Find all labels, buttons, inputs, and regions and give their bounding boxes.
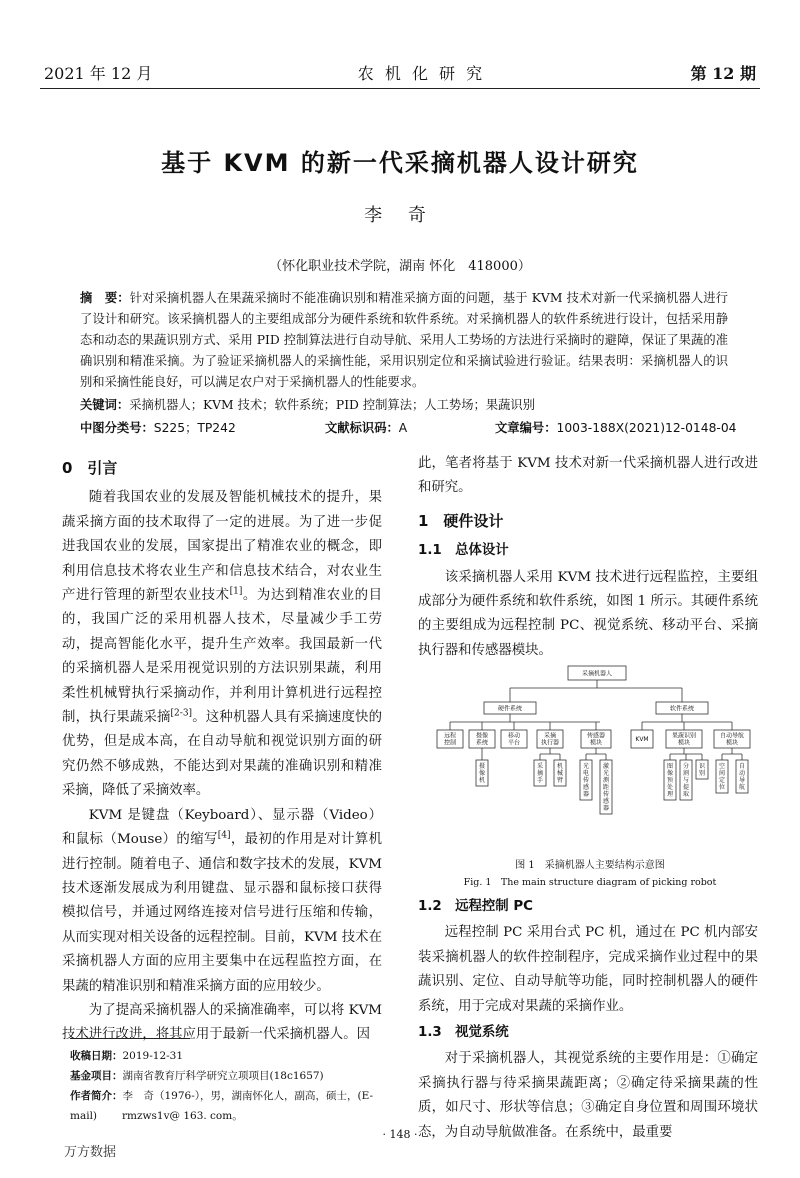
footnote-received <box>70 1046 400 1066</box>
leaf-nav-1-char: 导 <box>738 777 746 784</box>
hw-node-2-label: 平台 <box>507 739 521 747</box>
section-1-heading: 1 硬件设计 <box>418 511 504 530</box>
affiliation: （怀化职业技术学院，湖南 怀化 418000） <box>269 259 531 274</box>
leaf-sensor-1-char: 传 <box>602 791 610 798</box>
leaf-picker-0-char: 采 <box>536 763 544 770</box>
fund-text: 湖南省教育厅科学研究立项项目(18c1657) <box>122 1070 324 1082</box>
keywords <box>80 395 535 413</box>
leaf-sensor-1-char: 激 <box>602 763 610 770</box>
sw-node-2-label: 模块 <box>725 739 739 747</box>
doc-code-label: 文献标识码： <box>325 421 399 435</box>
leaf-nav-1-char: 自 <box>738 763 746 770</box>
keywords-label: 关键词： <box>80 398 130 412</box>
leaf-recog-0-char: 图 <box>666 763 674 770</box>
continued-paragraph: 此，笔者将基于 KVM 技术对新一代采摘机器人进行改进和研究。 <box>418 456 758 496</box>
intro-paragraph-2 <box>62 804 382 999</box>
author-name: 李 奇 <box>364 205 436 226</box>
leaf-camera-char: 机 <box>478 777 486 784</box>
section-1-2-text: 远程控制 PC 采用台式 PC 机，通过在 PC 机内部安装采摘机器人的软件控制程序，完成采摘作业过程中的果蔬识别、定位、自动导航等功能，同时控制机器人的硬件系统，用于完成对果蔬的采摘作业。 <box>418 925 758 1014</box>
section-1-3-heading: 1.3 视觉系统 <box>418 1025 509 1041</box>
figure-caption-en: Fig. 1 The main structure diagram of picking robot <box>463 877 717 888</box>
abstract <box>80 288 728 393</box>
hw-node-4-label: 传感器 <box>586 732 606 740</box>
header-journal: 农 机 化 研 究 <box>357 63 486 83</box>
software-children <box>631 722 750 748</box>
hw-node-3-label: 采摘 <box>543 732 557 740</box>
section-1-2-heading: 1.2 远程控制 PC <box>418 899 533 914</box>
hardware-children <box>437 722 611 748</box>
paper-title: 基于 KVM 的新一代采摘机器人设计研究 <box>161 149 639 177</box>
watermark: 万方数据 <box>64 1145 117 1160</box>
p1-part-c: 。这种机器人具有采摘速度快的优势，但是成本高，在自动导航和视觉识别方面的研究仍然不够成熟，不能达到对果蔬的准确识别和精准采摘，降低了采摘效率。 <box>62 710 383 799</box>
footnote-email: rmzws1v@ 163. com。 <box>122 1110 243 1122</box>
figure-1-diagram <box>420 658 760 843</box>
p1-part-b: 。为达到精准农业的目的，我国广泛的采用机器人技术，尽量减少手工劳动，提高智能化水平，提升生产效率。我国最新一代的采摘机器人是采用视觉识别的方法识别果蔬，利用柔性机械臂执行采摘动作，并利用计算机进行远程控制，执行果蔬采摘 <box>62 588 383 726</box>
left-column <box>62 452 382 1048</box>
p1-part-a: 随着我国农业的发展及智能机械技术的提升，果蔬采摘方面的技术取得了一定的进展。为了进一步促进我国农业的发展，国家提出了精准农业的概念，即利用信息技术将农业生产和信息技术结合，对农业生产进行管理的新型农业技术 <box>62 490 382 604</box>
leaf-sensor-1-char: 距 <box>602 784 610 791</box>
intro-paragraph-1 <box>62 486 382 803</box>
leaf-recog-0-char: 处 <box>666 784 674 791</box>
leaf-nav-1-char: 动 <box>738 770 746 777</box>
leaf-recog-0-char: 预 <box>666 777 674 784</box>
leaf-sensor-0-char: 电 <box>582 770 590 777</box>
footnote-fund <box>70 1066 400 1086</box>
section-1-1-heading: 1.1 总体设计 <box>418 543 509 559</box>
leaf-recog-2-char: 识 <box>698 763 706 770</box>
page-number: · 148 · <box>382 1128 418 1141</box>
leaf-recog-2-char: 别 <box>698 770 706 777</box>
hw-node-2-label: 移动 <box>507 732 521 740</box>
section-1-3-text: 对于采摘机器人，其视觉系统的主要作用是：①确定采摘执行器与待采摘果蔬距离；②确定待采摘果蔬的性质，如尺寸、形状等信息；③确定自身位置和周围环境状态，为自动导航做准备。在系统中，最重要 <box>418 1051 758 1140</box>
fund-label: 基金项目： <box>70 1070 123 1082</box>
received-date: 2019-12-31 <box>122 1050 184 1062</box>
hw-node-0-label: 远程 <box>443 732 457 740</box>
leaf-nav-1-char: 航 <box>738 784 746 791</box>
citation-2-3: [2-3] <box>170 708 193 719</box>
author-info-text: 李 奇（1976-），男，湖南怀化人，副高，硕士，(E-mail) <box>70 1090 374 1122</box>
right-column <box>418 452 758 663</box>
hw-node-4-label: 模块 <box>589 739 603 747</box>
hw-node-1-label: 摄像 <box>475 732 489 740</box>
leaf-picker-0-char: 手 <box>536 777 544 784</box>
leaf-camera-char: 像 <box>478 770 486 777</box>
hw-node-0-label: 控制 <box>443 739 457 747</box>
leaf-sensor-1-char: 光 <box>602 770 610 777</box>
running-header <box>44 58 756 86</box>
received-label: 收稿日期： <box>70 1050 123 1062</box>
article-number-value: 1003-188X(2021)12-0148-04 <box>556 421 737 435</box>
leaf-nodes <box>476 748 748 814</box>
leaf-nav-0-char: 位 <box>718 784 726 791</box>
leaf-sensor-0-char: 器 <box>582 791 590 798</box>
leaf-sensor-0-char: 光 <box>582 763 590 770</box>
doc-code-value: A <box>398 421 408 435</box>
abstract-label: 摘 要： <box>80 291 130 305</box>
classification-line <box>80 418 737 436</box>
leaf-picker-1-char: 臂 <box>556 777 564 784</box>
section-0-heading: 0 引言 <box>62 459 118 477</box>
leaf-sensor-1-char: 感 <box>602 798 610 805</box>
p2-part-b: ，最初的作用是对计算机进行控制。随着电子、通信和数字技术的发展，KVM 技术逐渐发展成为利用键盘、显示器和鼠标接口获得模拟信号，并通过网络连接对信号进行压缩和传输，从而实现对相关设备的远程控制。目前，KVM 技术在采摘机器人方面的应用主要集中在远程监控方面，在果蔬的精准识别和精准采摘方面的应用较少。 <box>62 832 382 994</box>
header-issue: 第 12 期 <box>690 63 756 83</box>
author-info-label: 作者简介： <box>70 1090 123 1102</box>
classification-label: 中图分类号： <box>80 421 154 435</box>
leaf-recog-1-char: 割 <box>682 770 690 777</box>
citation-4: [4] <box>217 830 231 841</box>
sw-node-1-label: 果蔬识别 <box>671 732 697 740</box>
leaf-sensor-1-char: 测 <box>602 777 610 784</box>
figure-caption-cn: 图 1 采摘机器人主要结构示意图 <box>515 860 665 871</box>
leaf-picker-0-char: 摘 <box>536 770 544 777</box>
node-root-label: 采摘机器人 <box>581 670 613 678</box>
leaf-recog-0-char: 像 <box>666 770 674 777</box>
leaf-picker-1-char: 机 <box>556 763 564 770</box>
citation-1: [1] <box>229 586 243 597</box>
leaf-nav-0-char: 间 <box>718 770 726 777</box>
leaf-picker-1-char: 械 <box>556 770 564 777</box>
leaf-sensor-1-char: 器 <box>602 805 610 812</box>
section-1-1-text: 该采摘机器人采用 KVM 技术进行远程监控，主要组成部分为硬件系统和软件系统，如图 1 所示。其硬件系统的主要组成为远程控制 PC、视觉系统、移动平台、采摘执行器和传感器模块。 <box>418 569 758 658</box>
node-hardware-label: 硬件系统 <box>497 705 523 713</box>
header-date: 2021 年 12 月 <box>44 63 153 83</box>
leaf-sensor-0-char: 感 <box>582 784 590 791</box>
article-number <box>495 418 736 436</box>
hw-node-3-label: 执行器 <box>540 739 560 747</box>
sw-node-0-label: KVM <box>635 736 649 743</box>
classification-value: S225；TP242 <box>153 421 236 435</box>
hw-node-1-label: 系统 <box>475 739 489 747</box>
p2-part-a: KVM 是键盘（Keyboard）、显示器（Video）和鼠标（Mouse）的缩写 <box>62 807 382 848</box>
right-column-lower <box>418 893 758 1145</box>
abstract-text: 针对采摘机器人在果蔬采摘时不能准确识别和精准采摘方面的问题，基于 KVM 技术对新一代采摘机器人进行了设计和研究。该采摘机器人的主要组成部分为硬件系统和软件系统。对采摘机器人的软件系统进行设计，包括采用静态和动态的果蔬识别方式、采用 PID 控制算法进行自动导航、采用人工势场的方法进行采摘时的避障，保证了果蔬的准确识别和精准采摘。为了验证采摘机器人的采摘性能，采用识别定位和采摘试验进行验证。结果表明：采摘机器人的识别和采摘性能良好，可以满足农户对于采摘机器人的性能要求。 <box>80 291 728 389</box>
doc-code <box>325 418 407 436</box>
leaf-recog-1-char: 提 <box>682 784 690 791</box>
article-number-label: 文章编号： <box>495 421 557 435</box>
leaf-recog-1-char: 分 <box>682 763 690 770</box>
leaf-recog-1-char: 与 <box>682 777 690 784</box>
leaf-nav-0-char: 定 <box>718 777 726 784</box>
footnote-rule <box>70 1038 190 1039</box>
header-rule <box>40 88 760 89</box>
intro-paragraph-3: 为了提高采摘机器人的采摘准确率，可以将 KVM 技术进行改进，将其应用于最新一代采摘机器人。因 <box>62 1002 382 1043</box>
leaf-nav-0-char: 空 <box>718 763 726 770</box>
leaf-camera-char: 摄 <box>478 763 486 770</box>
sw-node-2-label: 自动导航 <box>719 732 745 740</box>
sw-node-1-label: 模块 <box>677 739 691 747</box>
keywords-text: 采摘机器人；KVM 技术；软件系统；PID 控制算法；人工势场；果蔬识别 <box>129 398 535 412</box>
node-software-label: 软件系统 <box>669 705 695 713</box>
leaf-recog-1-char: 取 <box>682 791 690 798</box>
leaf-recog-0-char: 理 <box>666 791 674 798</box>
leaf-sensor-0-char: 传 <box>582 777 590 784</box>
